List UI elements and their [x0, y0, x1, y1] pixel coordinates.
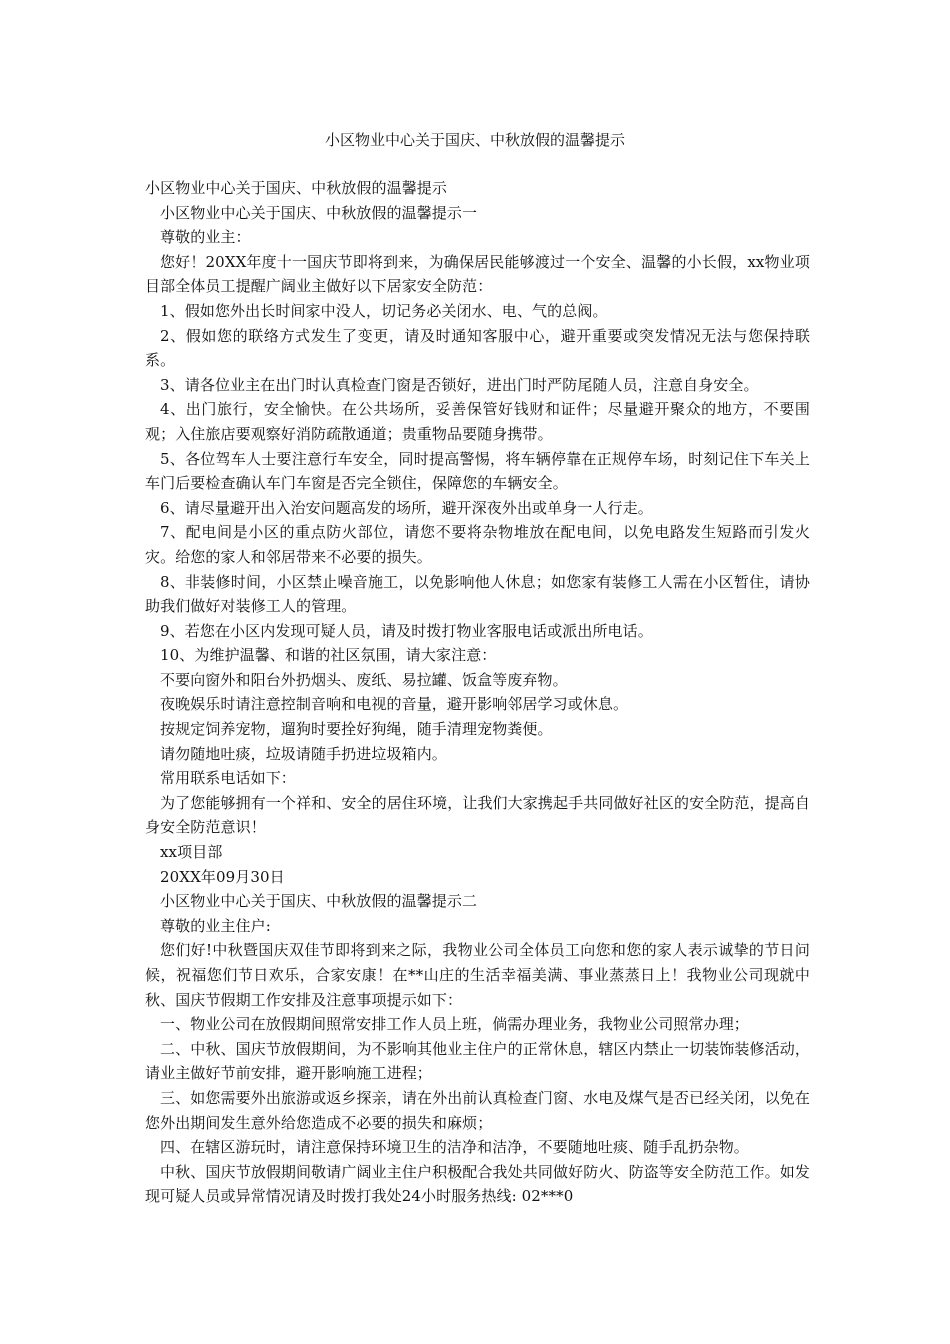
- paragraph: 夜晚娱乐时请注意控制音响和电视的音量，避开影响邻居学习或休息。: [160, 695, 629, 714]
- paragraph: 小区物业中心关于国庆、中秋放假的温馨提示: [145, 179, 448, 197]
- paragraph: 常用联系电话如下：: [160, 769, 296, 788]
- section-heading: 小区物业中心关于国庆、中秋放假的温馨提示二: [160, 892, 478, 911]
- paragraph: 按规定饲养宠物，遛狗时要拴好狗绳，随手清理宠物粪便。: [160, 720, 553, 739]
- paragraph: 您好！20XX年度十一国庆节即将到来，为确保居民能够渡过一个安全、温馨的小长假，xx物业项目部全体员工提醒广阔业主做好以下居家安全防范：: [145, 252, 810, 296]
- paragraph: 三、如您需要外出旅游或返乡探亲，请在外出前认真检查门窗、水电及煤气是否已经关闭，以免在您外出期间发生意外给您造成不必要的损失和麻烦；: [145, 1088, 810, 1132]
- paragraph: 请勿随地吐痰，垃圾请随手扔进垃圾箱内。: [160, 744, 447, 763]
- paragraph: 尊敬的业主：: [160, 228, 251, 247]
- paragraph: 1、假如您外出长时间家中没人，切记务必关闭水、电、气的总阀。: [160, 301, 608, 320]
- paragraph: 尊敬的业主住户:: [160, 916, 271, 935]
- paragraph: 6、请尽量避开出入治安问题高发的场所，避开深夜外出或单身一人行走。: [160, 498, 653, 517]
- paragraph: 5、各位驾车人士要注意行车安全，同时提高警惕，将车辆停靠在正规停车场，时刻记住下车关上车门后要检查确认车门车窗是否完全锁住，保障您的车辆安全。: [145, 449, 810, 493]
- document-title: 小区物业中心关于国庆、中秋放假的温馨提示: [324, 131, 625, 149]
- paragraph: 不要向窗外和阳台外扔烟头、废纸、易拉罐、饭盒等废弃物。: [160, 670, 568, 689]
- paragraph: 3、请各位业主在出门时认真检查门窗是否锁好，进出门时严防尾随人员，注意自身安全。: [160, 375, 759, 394]
- paragraph: 小区物业中心关于国庆、中秋放假的温馨提示一: [160, 203, 478, 222]
- paragraph: 4、出门旅行，安全愉快。在公共场所，妥善保管好钱财和证件；尽量避开聚众的地方，不要围观；入住旅店要观察好消防疏散通道；贵重物品要随身携带。: [145, 400, 810, 443]
- signature-project: xx项目部: [160, 843, 223, 862]
- paragraph: 2、假如您的联络方式发生了变更，请及时通知客服中心，避开重要或突发情况无法与您保持联系。: [145, 326, 810, 370]
- paragraph: 您们好!中秋暨国庆双佳节即将到来之际，我物业公司全体员工向您和您的家人表示诚挚的节日问候，祝福您们节日欢乐，合家安康！在**山庄的生活幸福美满、事业蒸蒸日上！我物业公司现就中秋、国庆节假期工作安排及注意事项提示如下：: [145, 941, 810, 1009]
- paragraph: 9、若您在小区内发现可疑人员，请及时拨打物业客服电话或派出所电话。: [160, 621, 653, 640]
- paragraph: 为了您能够拥有一个祥和、安全的居住环境，让我们大家携起手共同做好社区的安全防范，提高自身安全防范意识！: [145, 793, 810, 837]
- paragraph: 一、物业公司在放假期间照常安排工作人员上班，倘需办理业务，我物业公司照常办理；: [160, 1015, 749, 1034]
- paragraph: 四、在辖区游玩时，请注意保持环境卫生的洁净和洁净，不要随地吐痰、随手乱扔杂物。: [160, 1138, 749, 1157]
- paragraph: 7、配电间是小区的重点防火部位，请您不要将杂物堆放在配电间，以免电路发生短路而引发火灾。给您的家人和邻居带来不必要的损失。: [145, 523, 810, 566]
- paragraph: 中秋、国庆节放假期间敬请广阔业主住户积极配合我处共同做好防火、防盗等安全防范工作。如发现可疑人员或异常情况请及时拨打我处24小时服务热线: 02***0: [145, 1162, 810, 1206]
- paragraph: 8、非装修时间，小区禁止噪音施工，以免影响他人休息；如您家有装修工人需在小区暂住，请协助我们做好对装修工人的管理。: [145, 572, 810, 616]
- document-body: [145, 176, 810, 1209]
- signature-date: 20XX年09月30日: [160, 867, 285, 886]
- paragraph: 二、中秋、国庆节放假期间，为不影响其他业主住户的正常休息，辖区内禁止一切装饰装修活动，请业主做好节前安排，避开影响施工进程；: [145, 1039, 810, 1083]
- paragraph: 10、为维护温馨、和谐的社区氛围，请大家注意：: [160, 646, 497, 665]
